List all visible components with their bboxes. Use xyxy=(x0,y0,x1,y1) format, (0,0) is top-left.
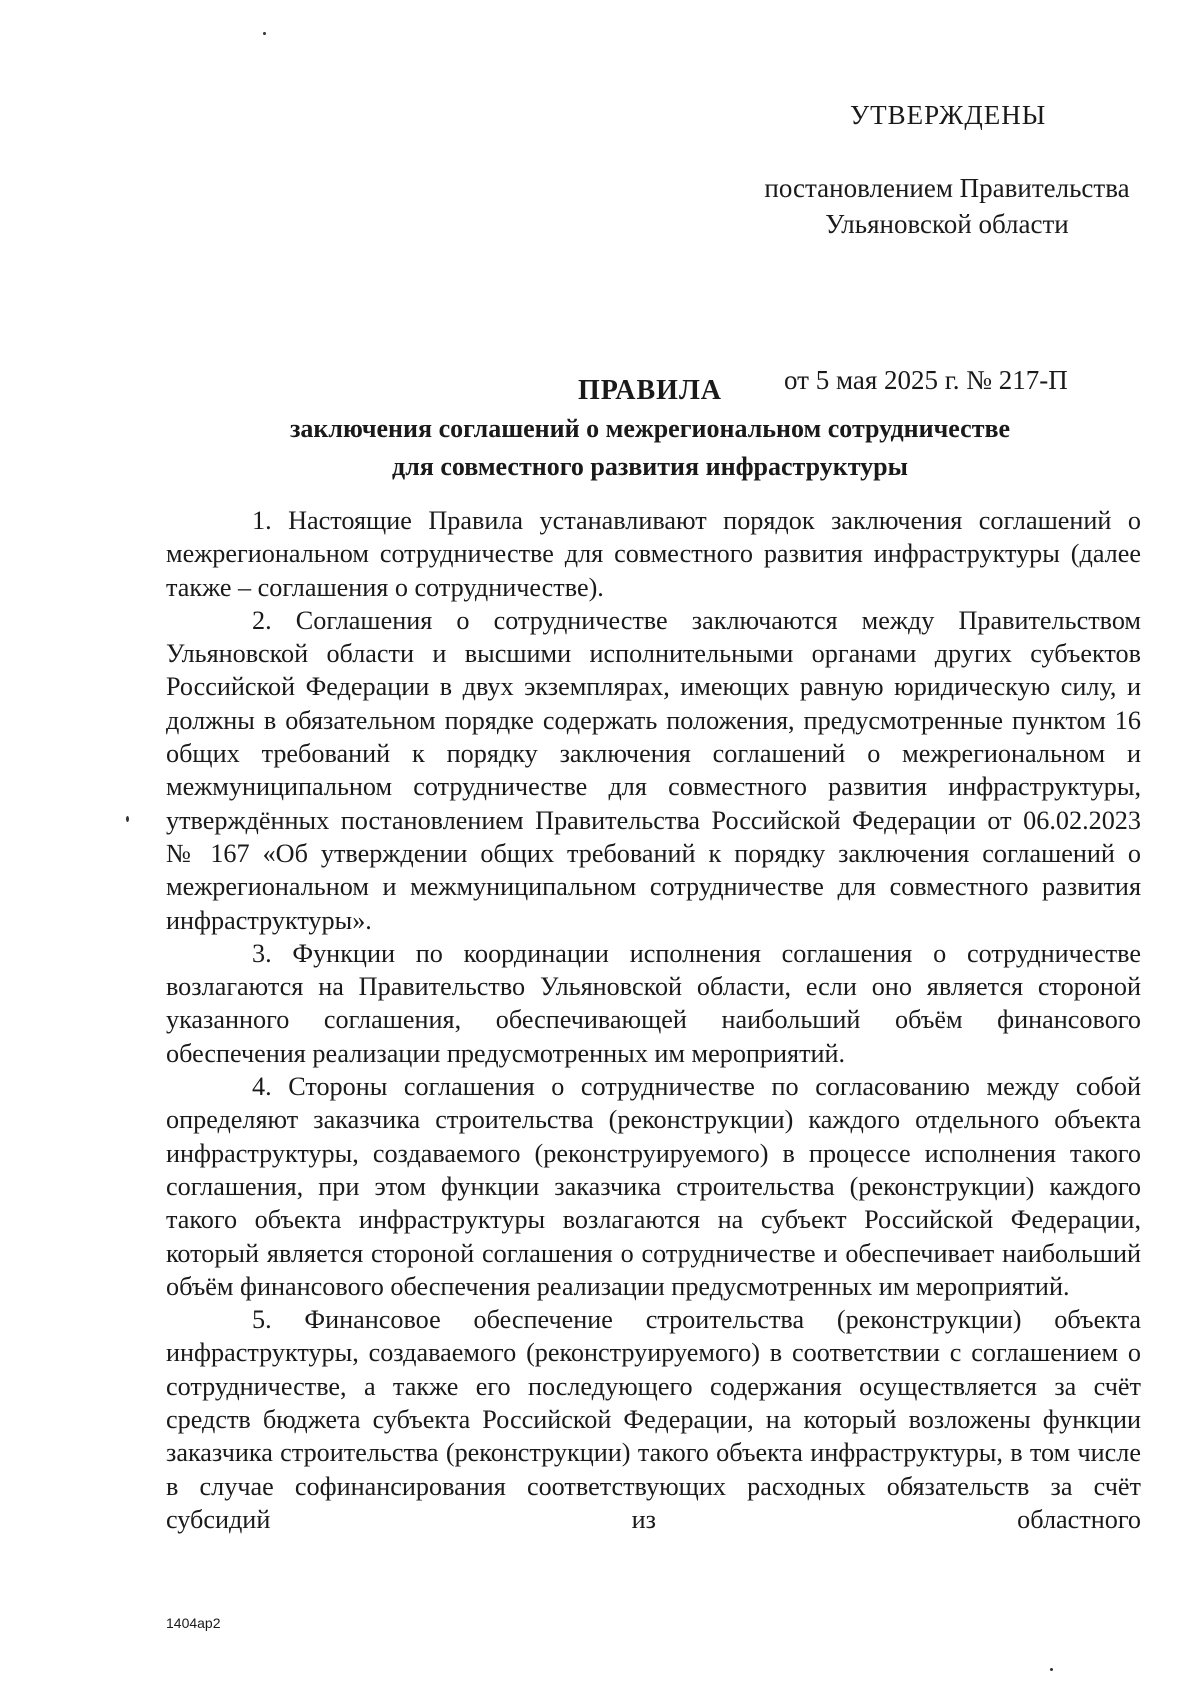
paragraph-4: 4. Стороны соглашения о сотрудничестве по согласованию между собой определяют заказчика строительства (реконструкции) каждого отдельного объекта инфраструктуры, создаваемого (реконструируемого) в процессе исполнения такого соглашения, при этом функции заказчика строительства (реконструкции) каждого такого объекта инфраструктуры возлагаются на субъект Российской Федерации, который является стороной соглашения о сотрудничестве и обеспечивает наибольший объём финансового обеспечения реализации предусмотренных им мероприятий. xyxy=(166,1072,1141,1301)
decree-date-number: от 5 мая 2025 г. № 217-П xyxy=(784,365,1068,395)
approved-heading: УТВЕРЖДЕНЫ xyxy=(850,100,1047,130)
paragraph-5: 5. Финансовое обеспечение строительства (реконструкции) объекта инфраструктуры, создаваемого (реконструируемого) в соответствии с соглашением о сотрудничестве, а также его последующего содержания осуществляется за счёт средств бюджета субъекта Российской Федерации, на который возложены функции заказчика строительства (реконструкции) такого объекта инфраструктуры, в том числе в случае софинансирования соответствующих расходных обязательств за счёт субсидий из областного xyxy=(166,1305,1141,1534)
scan-speck xyxy=(126,816,129,822)
decree-line-2: Ульяновской области xyxy=(825,209,1069,239)
paragraph-2: 2. Соглашения о сотрудничестве заключаются между Правительством Ульяновской области и высшими исполнительными органами других субъектов Российской Федерации в двух экземплярах, имеющих равную юридическую силу, и должны в обязательном порядке содержать положения, предусмотренные пунктом 16 общих требований к порядку заключения соглашений о межрегиональном и межмуниципальном сотрудничестве для совместного развития инфраструктуры, утверждённых постановлением Правительства Российской Федерации от 06.02.2023 № 167 «Об утверждении общих требований к порядку заключения соглашений о межрегиональном и межмуниципальном сотрудничестве для совместного развития инфраструктуры». xyxy=(166,605,1141,935)
title-line-2: для совместного развития инфраструктуры xyxy=(392,452,908,481)
paragraph-1: 1. Настоящие Правила устанавливают порядок заключения соглашений о межрегиональном сотрудничестве для совместного развития инфраструктуры (далее также – соглашения о сотрудничестве). xyxy=(166,506,1141,602)
scan-speck xyxy=(1050,1668,1053,1671)
title-main: ПРАВИЛА xyxy=(577,375,723,406)
paragraph-3: 3. Функции по координации исполнения соглашения о сотрудничестве возлагаются на Правительство Ульяновской области, если оно является стороной указанного соглашения, обеспечивающей наибольший объём финансового обеспечения реализации предусмотренных им мероприятий. xyxy=(166,938,1141,1068)
title-line-1: заключения соглашений о межрегиональном сотрудничестве xyxy=(289,414,1011,443)
document-body xyxy=(166,504,1141,1536)
document-code: 1404ap2 xyxy=(166,1615,221,1631)
scan-speck xyxy=(263,32,266,35)
decree-line-1: постановлением Правительства xyxy=(764,173,1130,203)
document-title xyxy=(150,372,1150,486)
decree-reference xyxy=(752,170,1142,242)
